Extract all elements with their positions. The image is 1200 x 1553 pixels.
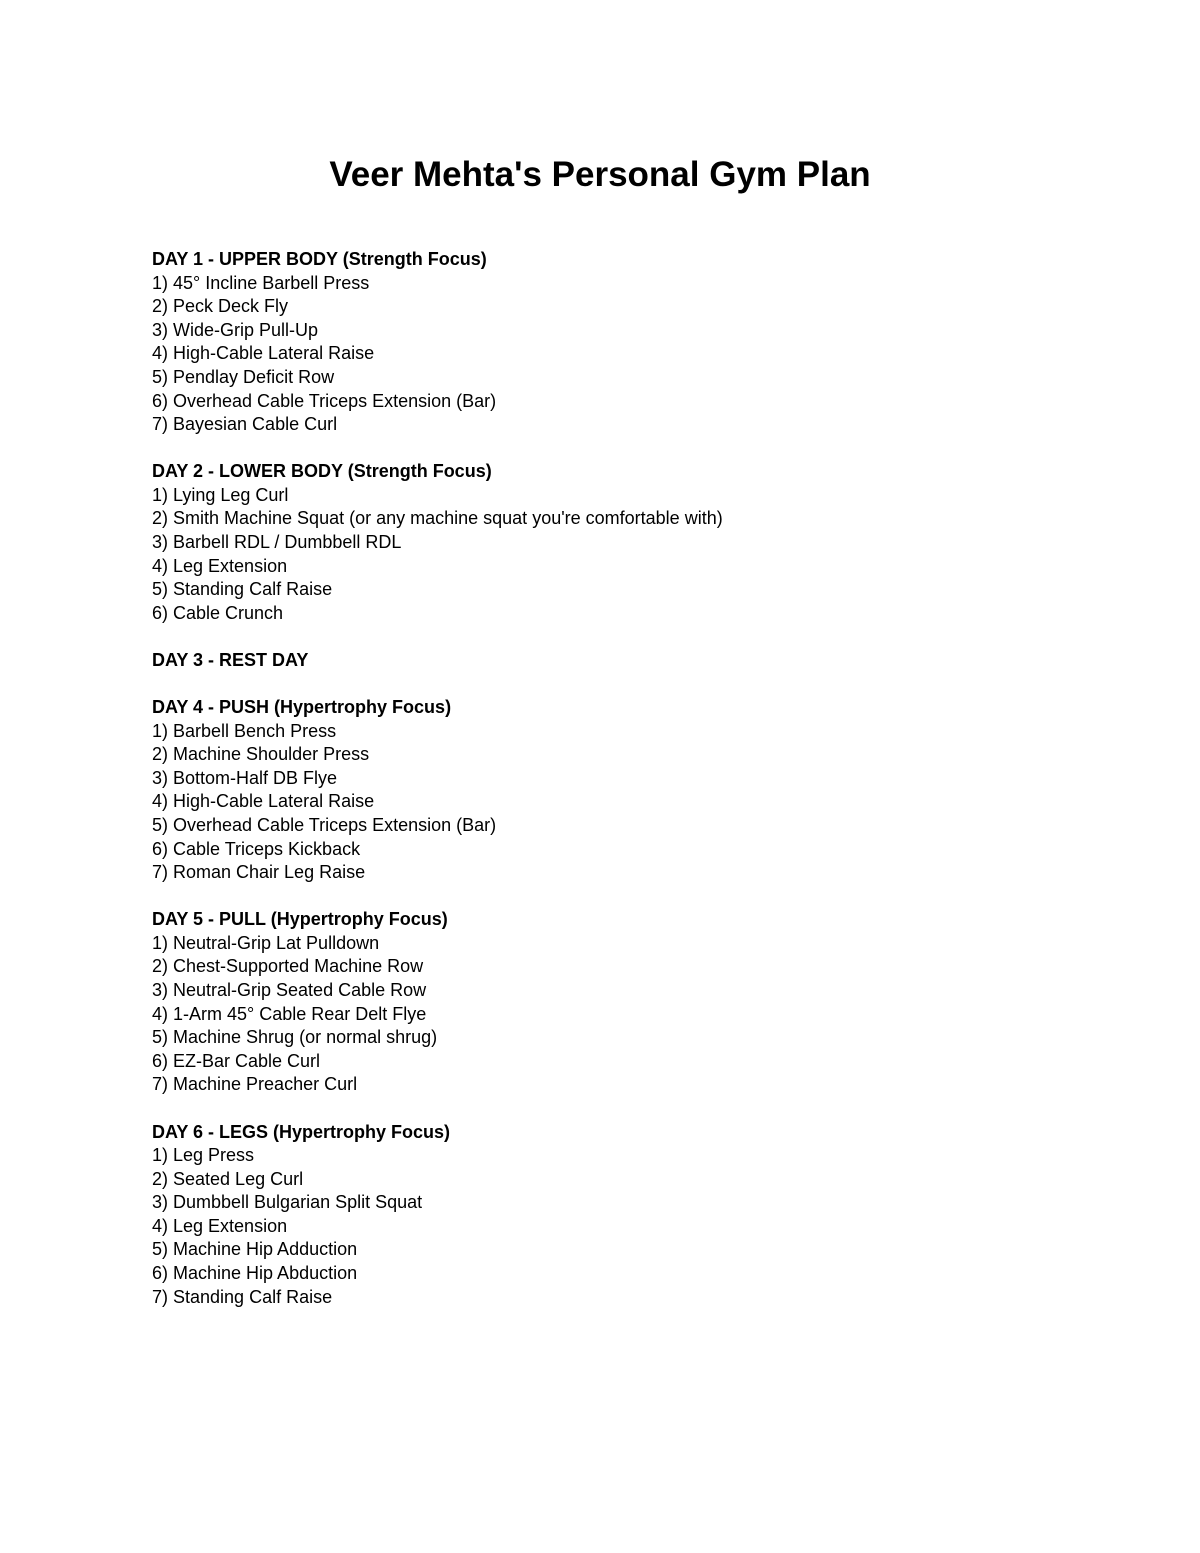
- document-title: Veer Mehta's Personal Gym Plan: [329, 155, 871, 194]
- exercise-item: 5) Overhead Cable Triceps Extension (Bar): [152, 814, 497, 835]
- exercise-item: 4) High-Cable Lateral Raise: [152, 343, 375, 364]
- day-4-heading: DAY 4 - PUSH (Hypertrophy Focus): [152, 697, 452, 717]
- exercise-item: 7) Machine Preacher Curl: [152, 1074, 358, 1095]
- day-6-exercise-list: [152, 1144, 1052, 1309]
- exercise-item: 2) Peck Deck Fly: [152, 296, 289, 317]
- day-4-exercise-list: [152, 720, 1052, 885]
- exercise-item: 5) Machine Shrug (or normal shrug): [152, 1027, 438, 1048]
- day-1-exercise-list: [152, 272, 1052, 437]
- exercise-item: 3) Bottom-Half DB Flye: [152, 767, 338, 788]
- exercise-item: 7) Roman Chair Leg Raise: [152, 862, 366, 883]
- exercise-item: 5) Machine Hip Adduction: [152, 1239, 358, 1260]
- day-3-section: [152, 649, 1052, 673]
- day-2-heading: DAY 2 - LOWER BODY (Strength Focus): [152, 461, 492, 482]
- exercise-item: 5) Standing Calf Raise: [152, 579, 333, 600]
- exercise-item: 2) Smith Machine Squat (or any machine squat you're comfortable with): [152, 508, 723, 529]
- exercise-item: 4) Leg Extension: [152, 1215, 288, 1236]
- exercise-item: 5) Pendlay Deficit Row: [152, 366, 335, 387]
- exercise-item: 1) Neutral-Grip Lat Pulldown: [152, 932, 380, 953]
- day-4-section: [152, 696, 1052, 885]
- exercise-item: 1) Leg Press: [152, 1145, 255, 1166]
- exercise-item: 7) Standing Calf Raise: [152, 1286, 333, 1307]
- exercise-item: 1) 45° Incline Barbell Press: [152, 272, 370, 293]
- day-5-section: [152, 908, 1052, 1097]
- day-1-heading: DAY 1 - UPPER BODY (Strength Focus): [152, 249, 487, 269]
- day-5-exercise-list: [152, 932, 1052, 1097]
- exercise-item: 4) Leg Extension: [152, 555, 288, 576]
- day-2-section: [152, 460, 1052, 625]
- day-6-section: [152, 1121, 1052, 1310]
- day-1-section: [152, 248, 1052, 437]
- exercise-item: 1) Lying Leg Curl: [152, 484, 289, 505]
- exercise-item: 6) Overhead Cable Triceps Extension (Bar): [152, 390, 497, 411]
- exercise-item: 4) High-Cable Lateral Raise: [152, 791, 375, 812]
- exercise-item: 2) Machine Shoulder Press: [152, 744, 370, 765]
- exercise-item: 6) Machine Hip Abduction: [152, 1263, 358, 1284]
- day-2-exercise-list: [152, 484, 1052, 626]
- exercise-item: 6) Cable Triceps Kickback: [152, 838, 361, 859]
- exercise-item: 6) Cable Crunch: [152, 602, 284, 623]
- exercise-item: 3) Wide-Grip Pull-Up: [152, 319, 319, 340]
- plan-content: [152, 248, 1052, 1333]
- day-6-heading: DAY 6 - LEGS (Hypertrophy Focus): [152, 1121, 451, 1142]
- exercise-item: 3) Neutral-Grip Seated Cable Row: [152, 980, 427, 1001]
- exercise-item: 3) Barbell RDL / Dumbbell RDL: [152, 532, 402, 553]
- exercise-item: 1) Barbell Bench Press: [152, 720, 337, 741]
- exercise-item: 6) EZ-Bar Cable Curl: [152, 1050, 321, 1071]
- exercise-item: 3) Dumbbell Bulgarian Split Squat: [152, 1192, 423, 1213]
- exercise-item: 2) Seated Leg Curl: [152, 1168, 304, 1189]
- exercise-item: 2) Chest-Supported Machine Row: [152, 956, 424, 977]
- day-3-heading: DAY 3 - REST DAY: [152, 649, 309, 670]
- day-5-heading: DAY 5 - PULL (Hypertrophy Focus): [152, 909, 448, 930]
- exercise-item: 7) Bayesian Cable Curl: [152, 414, 338, 435]
- exercise-item: 4) 1-Arm 45° Cable Rear Delt Flye: [152, 1003, 427, 1024]
